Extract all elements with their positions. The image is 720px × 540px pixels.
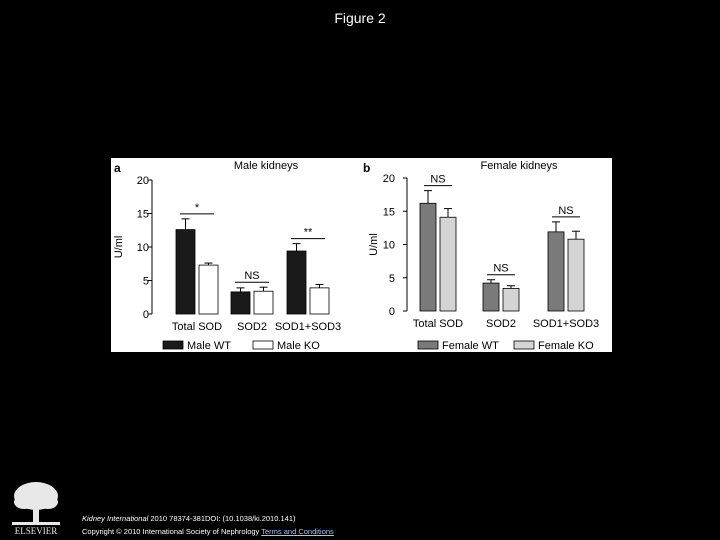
panel-b-legend-swatch — [418, 341, 438, 349]
panel-a-bar — [254, 291, 273, 314]
citation-line — [82, 512, 334, 525]
panel-b-category-label: SOD1+SOD3 — [532, 318, 600, 330]
panel-b-bar — [503, 288, 519, 311]
panel-b-legend-label: Female KO — [538, 340, 594, 352]
panel-a-category-label: SOD2 — [237, 321, 267, 333]
panel-b-ytick-label: 10 — [382, 239, 395, 252]
panel-b-ytick-label: 15 — [382, 206, 395, 219]
panel-b-ytick-label: 20 — [382, 173, 395, 185]
panel-b-bar — [420, 203, 436, 311]
panel-b-significance-label: NS — [493, 262, 509, 275]
panel-a-category-label: Total SOD — [171, 321, 223, 333]
bar-charts — [111, 158, 612, 352]
panel-b-bar — [483, 283, 499, 311]
panel-a-bar — [231, 292, 250, 314]
panel-a-ytick-label: 15 — [136, 208, 149, 221]
panel-b-significance-label: NS — [430, 173, 446, 186]
panel-a-ytick-label: 5 — [142, 275, 149, 288]
terms-link[interactable]: Terms and Conditions — [261, 527, 334, 536]
publisher-logo-text: ELSEVIER — [14, 526, 58, 536]
panel-a-significance-label: NS — [244, 270, 260, 283]
panel-b-legend-label: Female WT — [442, 340, 499, 352]
panel-b-legend-swatch — [514, 341, 534, 349]
panel-a-ytick-label: 20 — [136, 175, 149, 187]
panel-a-legend-label: Male KO — [277, 340, 320, 352]
panel-b-bar — [568, 239, 584, 311]
publisher-logo — [4, 478, 68, 536]
slide-title: Figure 2 — [334, 10, 386, 26]
panel-b-ylabel: U/ml — [368, 233, 380, 256]
figure-panel — [111, 158, 612, 352]
panel-a-category-label: SOD1+SOD3 — [274, 321, 342, 333]
citation-text: 2010 78374-381DOI: (10.1038/ki.2010.141) — [148, 514, 296, 523]
tree-icon — [12, 482, 60, 525]
panel-b-category-label: Total SOD — [412, 318, 464, 330]
panel-a-legend-swatch — [253, 341, 273, 349]
panel-b-title: Female kidneys — [480, 160, 558, 172]
copyright-text: Copyright © 2010 International Society of Nephrology — [82, 527, 262, 536]
panel-b-category-label: SOD2 — [486, 318, 516, 330]
panel-a-title: Male kidneys — [233, 160, 299, 172]
panel-b-significance-label: NS — [558, 204, 574, 217]
copyright-line — [82, 525, 334, 538]
panel-a-bar — [310, 288, 329, 314]
panel-b-bar — [440, 217, 456, 311]
panel-b-label: b — [363, 161, 371, 175]
panel-b-bar — [548, 232, 564, 311]
panel-b-ytick-label: 0 — [388, 306, 395, 318]
panel-a-legend-swatch — [163, 341, 183, 349]
panel-a-ylabel: U/ml — [113, 235, 125, 259]
panel-a-ytick-label: 10 — [136, 242, 149, 254]
panel-a-legend-label: Male WT — [187, 340, 231, 352]
panel-a-significance-label: ** — [303, 226, 313, 239]
panel-a-bar — [199, 265, 218, 314]
panel-a-ytick-label: 0 — [142, 309, 149, 321]
panel-a-bar — [287, 251, 306, 314]
journal-name: Kidney International — [82, 514, 149, 523]
panel-a-bar — [176, 230, 195, 314]
footer — [82, 512, 334, 538]
panel-a-label: a — [114, 161, 121, 175]
panel-a-significance-label: * — [194, 201, 200, 214]
panel-b-ytick-label: 5 — [388, 272, 395, 285]
